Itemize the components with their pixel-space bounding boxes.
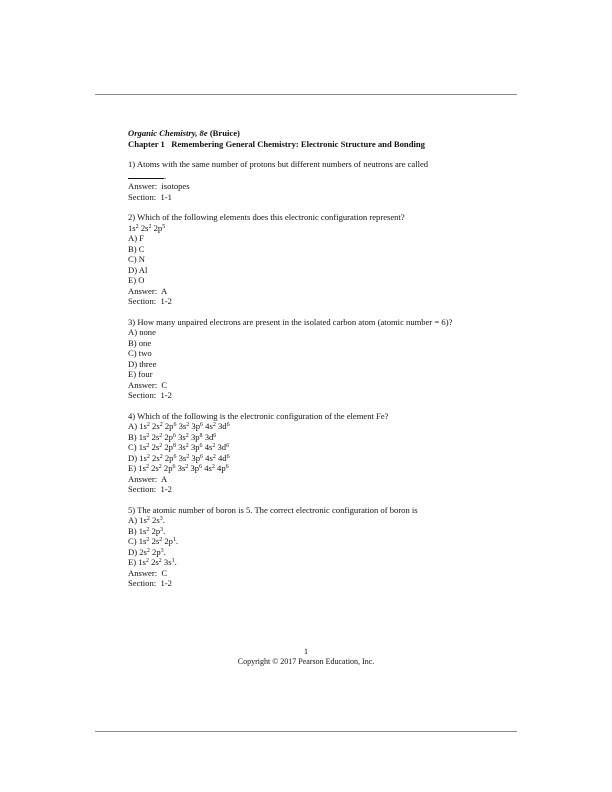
answer-line: Answer: A	[128, 473, 168, 484]
book-title: Organic Chemistry, 8e	[128, 128, 208, 138]
option-letter: C)	[128, 442, 137, 452]
electron-count: 6	[225, 464, 229, 470]
option-c: C) N	[128, 254, 145, 264]
option-b	[128, 526, 520, 537]
electron-count: 2	[158, 464, 162, 470]
section-line: Section: 1-2	[128, 390, 172, 400]
answer-line: Answer: A	[128, 285, 168, 296]
electron-count: 3	[159, 516, 163, 522]
option-letter: C)	[128, 536, 137, 546]
question-text: Atoms with the same number of protons but different numbers of neutrons are called	[136, 159, 429, 169]
orbital: 4s	[205, 421, 213, 431]
electron-count: 2	[185, 432, 189, 439]
answer-value: C	[161, 567, 168, 578]
page-number: 1	[304, 647, 308, 656]
option-letter: B)	[128, 431, 137, 442]
section-line: Section: 1-2	[128, 484, 172, 494]
question-number: 4)	[128, 410, 136, 421]
author: (Bruice)	[209, 128, 240, 138]
orbital: 3s	[178, 452, 187, 463]
orbital: 3s	[178, 421, 187, 431]
orbital: 1s	[138, 431, 147, 442]
answer-line: Answer: C	[128, 379, 168, 390]
book-title-line	[128, 128, 520, 139]
option-end: .	[163, 525, 166, 536]
electron-count: 6	[199, 464, 203, 470]
orbital: 3s	[177, 463, 186, 473]
electron-count: 2	[212, 422, 216, 428]
section-line: Section: 1-1	[128, 191, 172, 202]
option-end: .	[162, 515, 165, 525]
electron-count: 6	[213, 432, 217, 439]
orbital: 2s	[152, 515, 160, 525]
orbital: 2s	[151, 442, 160, 452]
option-e: E) O	[128, 275, 145, 285]
orbital: 2p	[164, 442, 173, 452]
orbital: 4s	[204, 442, 213, 452]
option-d	[128, 547, 520, 558]
electron-count: 2	[211, 464, 215, 470]
question-text: Which of the following is the electronic configuration of the element Fe?	[137, 410, 389, 421]
section-value: 1-2	[160, 484, 172, 494]
option-b: B) C	[128, 243, 145, 254]
option-letter: A)	[128, 421, 138, 431]
answer-blank: .	[128, 170, 520, 182]
orbital: 2p	[164, 536, 173, 546]
electron-count: 6	[226, 453, 230, 460]
orbital: 2s	[152, 452, 160, 463]
orbital: 3p	[190, 463, 200, 473]
orbital: 3p	[190, 442, 200, 452]
electron-configuration: $1s^2$ $2s^2$ $2p^5$	[128, 222, 166, 233]
answer-value: A	[160, 473, 168, 484]
section-line: Section: 1-2	[128, 578, 172, 588]
electron-count: 2	[212, 453, 216, 460]
electron-count: 2	[159, 453, 163, 460]
orbital: 1s	[139, 452, 147, 463]
electron-count: 2	[159, 432, 163, 439]
header-rule	[95, 94, 517, 95]
question-number: 1)	[128, 159, 136, 169]
electron-count: 1	[171, 558, 175, 564]
orbital: 2s	[152, 421, 160, 431]
electron-count: 2	[159, 422, 163, 428]
question-number: 5)	[128, 504, 136, 515]
electron-count: 2	[146, 443, 150, 449]
electron-count: 6	[172, 464, 176, 470]
electron-count: 2	[185, 443, 189, 449]
orbital: 2s	[151, 431, 160, 442]
answer-line: Answer: isotopes	[128, 181, 190, 191]
orbital: 2p	[164, 452, 174, 463]
orbital: 2p	[163, 463, 173, 473]
option-letter: A)	[128, 515, 138, 525]
electron-count: 6	[199, 443, 203, 449]
electron-count: 2	[158, 558, 162, 564]
question-4	[128, 411, 520, 495]
orbital: 3p	[191, 452, 201, 463]
orbital: 1s	[138, 557, 146, 567]
electron-count: 6	[173, 453, 177, 460]
question-number: 2)	[128, 212, 136, 222]
orbital: 4s	[204, 463, 212, 473]
option-a: A) F	[128, 233, 144, 243]
electron-count: 6	[172, 432, 176, 439]
option-letter: D)	[128, 546, 138, 557]
orbital: 3p	[191, 421, 201, 431]
question-5	[128, 505, 520, 589]
question-text: How many unpaired electrons are present in the isolated carbon atom (atomic number = 6)?	[137, 316, 453, 327]
option-d: D) Al	[128, 264, 148, 275]
orbital: 1s	[138, 536, 147, 546]
orbital: 1s	[138, 525, 147, 536]
option-d: D) three	[128, 358, 157, 369]
electron-count: 6	[200, 453, 204, 460]
question-3	[128, 317, 520, 401]
orbital: 4d	[217, 452, 227, 463]
option-letter: E)	[128, 557, 137, 567]
page-content	[128, 128, 520, 589]
orbital: 3d	[217, 442, 227, 452]
orbital: 1s	[139, 421, 147, 431]
electron-count: 2	[159, 443, 163, 449]
orbital: 2p	[164, 421, 174, 431]
electron-count: 2	[146, 422, 150, 428]
orbital: 2p	[152, 546, 161, 557]
orbital: 4s	[205, 452, 213, 463]
section-line: Section: 1-2	[128, 296, 172, 306]
question-number: 3)	[128, 316, 136, 327]
option-e	[128, 463, 520, 474]
option-e	[128, 557, 520, 568]
option-b	[128, 432, 520, 443]
option-letter: D)	[128, 452, 138, 463]
question-2	[128, 212, 520, 307]
answer-value: C	[161, 379, 168, 390]
electron-count: 2	[146, 547, 150, 554]
option-a	[128, 421, 520, 432]
orbital: 3s	[178, 442, 186, 452]
electron-count: 2	[146, 516, 150, 522]
option-end: .	[175, 536, 179, 546]
option-a	[128, 515, 520, 526]
section-value: 1-2	[160, 578, 172, 588]
option-a: A) none	[128, 327, 156, 337]
option-c: C) two	[128, 348, 152, 358]
config-options	[128, 515, 520, 568]
electron-count: 6	[226, 443, 230, 449]
electron-count: 2	[186, 453, 190, 460]
electron-count: 6	[173, 422, 177, 428]
option-letter: E)	[128, 463, 137, 473]
copyright: Copyright © 2017 Pearson Education, Inc.	[237, 657, 375, 666]
electron-count: 3	[160, 547, 164, 554]
config-options	[128, 421, 520, 474]
orbital: 3d	[217, 421, 227, 431]
option-d	[128, 453, 520, 464]
option-e: E) four	[128, 369, 153, 379]
section-value: 1-2	[160, 390, 172, 400]
electron-count: 2	[146, 526, 150, 533]
electron-count: 8	[199, 432, 203, 439]
electron-count: 2	[146, 432, 150, 439]
orbital: 1s	[139, 515, 147, 525]
orbital: 4p	[217, 463, 226, 473]
electron-count: 2	[186, 422, 190, 428]
option-c	[128, 536, 520, 547]
electron-count: 2	[146, 537, 150, 543]
orbital: 1s	[138, 442, 147, 452]
chapter-title: Chapter 1 Remembering General Chemistry: Electronic Structure and Bonding	[128, 138, 425, 149]
orbital: 2s	[151, 557, 159, 567]
electron-count: 3	[160, 526, 164, 533]
orbital: 2s	[139, 546, 147, 557]
electron-count: 2	[146, 453, 150, 460]
answer-line: Answer: C	[128, 567, 168, 578]
option-end: .	[163, 546, 166, 557]
orbital: 2p	[164, 431, 173, 442]
orbital: 3s	[163, 557, 172, 567]
answer-value: A	[160, 285, 168, 296]
electron-count: 6	[226, 422, 230, 428]
section-value: 1-1	[160, 191, 172, 202]
electron-count: 2	[145, 558, 149, 564]
electron-count: 2	[145, 464, 149, 470]
orbital: 3s	[178, 431, 186, 442]
section-value: 1-2	[160, 296, 172, 306]
question-text: The atomic number of boron is 5. The correct electronic configuration of boron is	[137, 504, 418, 515]
question-text: Which of the following elements does this electronic configuration represent?	[137, 212, 405, 222]
electron-count: 2	[185, 464, 189, 470]
orbital: 3p	[190, 431, 200, 442]
option-b: B) one	[128, 337, 152, 348]
option-end: .	[174, 557, 177, 567]
electron-count: 2	[159, 537, 163, 543]
orbital: 1s	[138, 463, 146, 473]
electron-count: 1	[172, 537, 176, 543]
orbital: 2p	[151, 525, 161, 536]
electron-count: 8	[172, 443, 176, 449]
answer-value: isotopes	[161, 181, 190, 191]
orbital: 3d	[204, 431, 214, 442]
orbital: 2s	[151, 536, 160, 546]
orbital: 2s	[151, 463, 159, 473]
question-1	[128, 159, 520, 202]
footer-rule	[95, 731, 517, 732]
electron-count: 2	[212, 443, 216, 449]
electron-count: 6	[200, 422, 204, 428]
option-c	[128, 442, 520, 453]
option-letter: B)	[128, 525, 137, 536]
